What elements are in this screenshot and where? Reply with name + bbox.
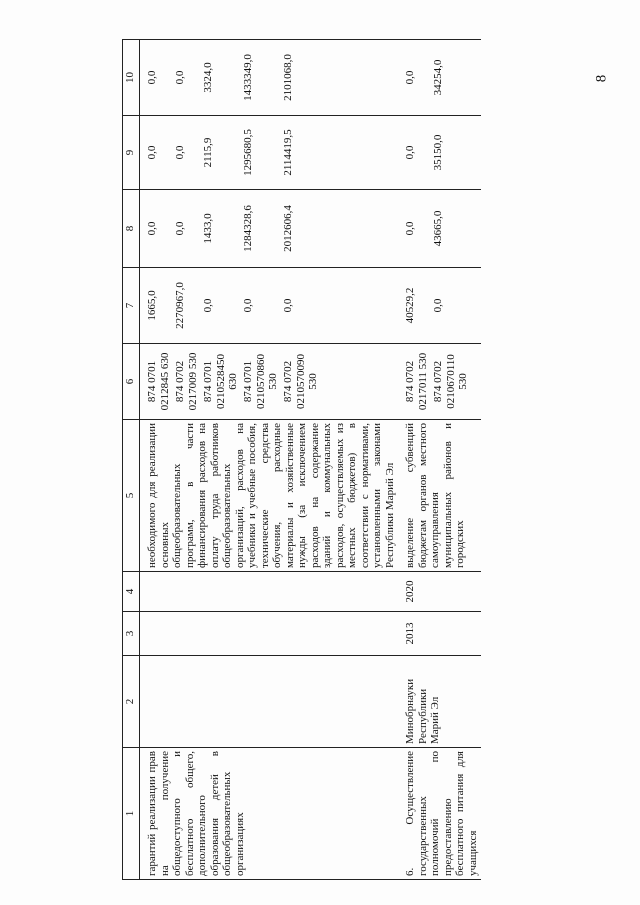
code-line: 0212845 630 — [158, 352, 171, 411]
value-cell: 0,0 — [174, 221, 186, 236]
value-cell: 40529,2 — [404, 287, 416, 324]
rotated-table-area — [122, 40, 570, 880]
code-line: 874 0702 — [282, 360, 294, 403]
budget-table — [122, 39, 481, 880]
row6-col1: 6. Осуществление государственных полномочий по предоставлению бесплатного питания для учащихся — [398, 748, 481, 880]
colnum-8: 8 — [123, 190, 140, 268]
value-cell: 43665,0 — [432, 210, 444, 247]
code-line: 0210570860 — [254, 354, 267, 409]
value-cell: 1665,0 — [146, 290, 158, 321]
value-cell: 34254,0 — [432, 59, 444, 96]
value-cell: 2115,9 — [202, 137, 214, 168]
colnum-4: 4 — [123, 572, 140, 612]
value-cell: 1295680,5 — [242, 129, 254, 176]
colnum-9: 9 — [123, 116, 140, 190]
value-cell: 0,0 — [174, 145, 186, 160]
value-cell: 0,0 — [282, 298, 294, 313]
code-line: 0210670110 — [444, 354, 457, 409]
value-cell: 2114419,5 — [282, 129, 294, 176]
row6-col7 — [398, 268, 481, 344]
value-cell: 0,0 — [404, 145, 416, 160]
colnum-10: 10 — [123, 40, 140, 116]
value-cell: 2270967,0 — [174, 282, 186, 329]
value-cell: 1284328,6 — [242, 205, 254, 252]
code-line: 0210528450 — [214, 354, 227, 409]
code-line: 0217009 530 — [186, 352, 199, 411]
code-line: 0210570090 — [294, 354, 307, 409]
value-cell: 35150,0 — [432, 134, 444, 171]
code-line: 874 0702 — [404, 360, 416, 403]
value-cell: 0,0 — [432, 298, 444, 313]
value-cell: 1433349,0 — [242, 54, 254, 101]
row6-col6 — [398, 344, 481, 420]
cont-col10 — [140, 40, 399, 116]
cont-col3 — [140, 612, 399, 656]
code-line: 874 0701 — [146, 360, 158, 403]
code-line: 530 — [267, 373, 279, 390]
cont-col6 — [140, 344, 399, 420]
value-cell: 0,0 — [202, 298, 214, 313]
code-line: 874 0701 — [202, 360, 214, 403]
colnum-7: 7 — [123, 268, 140, 344]
cont-col1: гарантий реализации прав на получение общедоступного и бесплатного общего, дополнительного образования детей в общеобразовательных организациях — [140, 748, 399, 880]
row6-col10 — [398, 40, 481, 116]
value-cell: 2101068,0 — [282, 54, 294, 101]
code-line: 874 0701 — [242, 360, 254, 403]
cont-col2 — [140, 656, 399, 748]
cont-col4 — [140, 572, 399, 612]
value-cell: 0,0 — [404, 221, 416, 236]
value-cell: 3324,0 — [202, 62, 214, 93]
cont-col8 — [140, 190, 399, 268]
colnum-3: 3 — [123, 612, 140, 656]
row6-col9 — [398, 116, 481, 190]
table-row — [140, 40, 399, 880]
cont-col5: необходимого для реализации основных общеобразовательных программ, в части финансирования расходов на оплату труда работников общеобразовательных организаций, расходов на учебники и учебные пособия, технические средства обучения, расходные материалы и хозяйственные нужды (за исключением расходов на содержание зданий и коммунальных расходов, осуществляемых из местных бюджетов) в соответствии с нормативами, установленными законами Республики Марий Эл — [140, 420, 399, 572]
code-line: 874 0702 — [432, 360, 444, 403]
colnum-1: 1 — [123, 748, 140, 880]
colnum-2: 2 — [123, 656, 140, 748]
value-cell: 1433,0 — [202, 213, 214, 244]
row6-col3: 2013 — [398, 612, 481, 656]
row6-col5: выделение субвенций бюджетам органов местного самоуправления муниципальных районов и городских — [398, 420, 481, 572]
column-number-row — [123, 40, 140, 880]
value-cell: 0,0 — [242, 298, 254, 313]
value-cell: 0,0 — [146, 221, 158, 236]
colnum-6: 6 — [123, 344, 140, 420]
cont-col9 — [140, 116, 399, 190]
value-cell: 0,0 — [146, 145, 158, 160]
cont-col7 — [140, 268, 399, 344]
value-cell: 2012606,4 — [282, 205, 294, 252]
colnum-5: 5 — [123, 420, 140, 572]
code-line: 0217011 530 — [416, 352, 429, 411]
code-line: 874 0702 — [174, 360, 186, 403]
table-row — [398, 40, 481, 880]
value-cell: 0,0 — [146, 70, 158, 85]
value-cell: 0,0 — [174, 70, 186, 85]
code-line: 630 — [227, 373, 239, 390]
code-line: 530 — [307, 373, 319, 390]
value-cell: 0,0 — [404, 70, 416, 85]
code-line: 530 — [457, 373, 469, 390]
page-number: 8 — [593, 74, 610, 83]
row6-col2: Минобрнауки Республики Марий Эл — [398, 656, 481, 748]
row6-col4: 2020 — [398, 572, 481, 612]
row6-col8 — [398, 190, 481, 268]
